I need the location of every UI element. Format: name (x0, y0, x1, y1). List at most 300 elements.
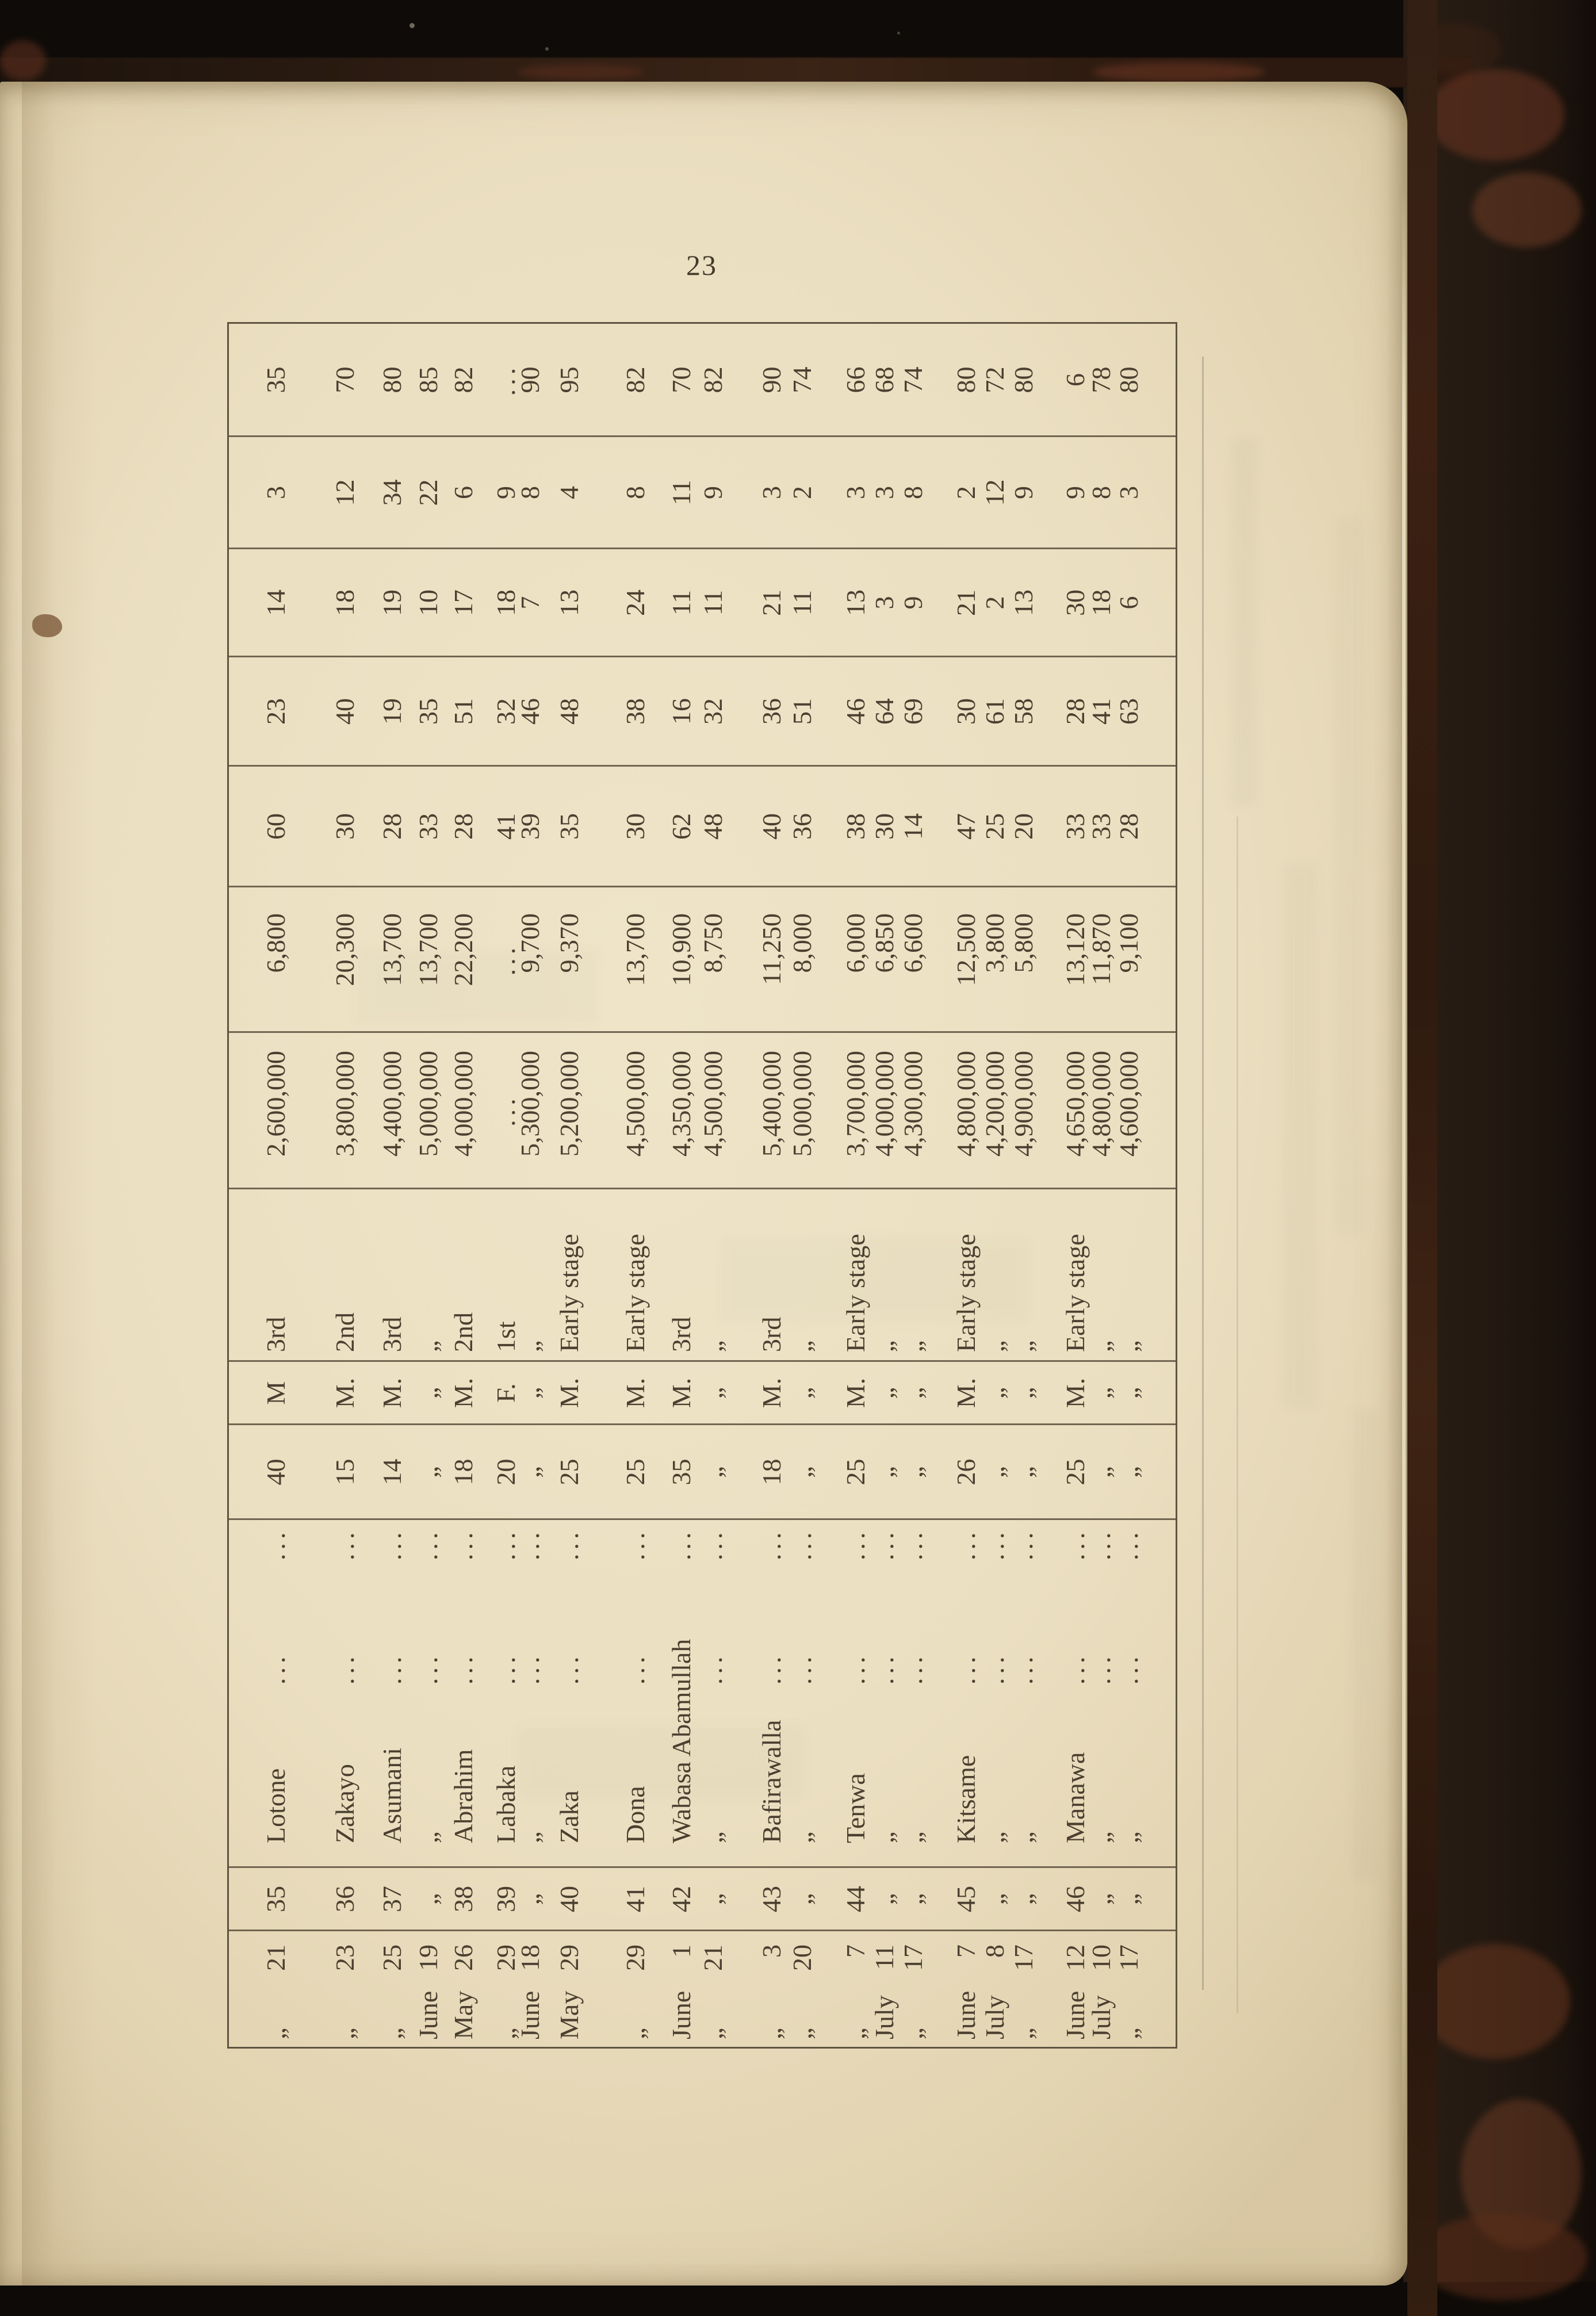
cell-name (665, 1519, 698, 1867)
cell-case-number: „ (515, 1893, 545, 1905)
date-day: 29 (491, 1944, 520, 1971)
cell-value-2: 32 (491, 698, 520, 725)
patient-name: „ (980, 1831, 1009, 1843)
cell-sex: „ (1009, 1387, 1038, 1399)
cell-count-large: 5,200,000 (554, 1051, 584, 1157)
cell-stage: „ (698, 1340, 728, 1352)
cell-value-5: 90 (515, 366, 545, 393)
background-top (0, 0, 1596, 62)
cell-value-3: 18 (491, 589, 520, 616)
date-day: 11 (870, 1944, 899, 1970)
cell-value-5: ... (491, 363, 520, 396)
cell-value-5: 90 (757, 366, 786, 393)
cell-value-4: 2 (787, 486, 817, 499)
date-month: June (951, 1990, 981, 2039)
patient-name: Lotone (261, 1768, 290, 1843)
cell-count-small: 12,500 (951, 913, 981, 986)
marble-pattern (518, 64, 644, 79)
cell-value-1: 33 (414, 813, 443, 840)
cell-value-1: 33 (1061, 813, 1090, 840)
table-row (553, 322, 586, 2049)
patient-name: „ (1114, 1831, 1143, 1843)
leader-dots: ... (757, 1652, 786, 1685)
leader-dots: ... (787, 1528, 817, 1560)
cell-value-4: 9 (491, 486, 520, 499)
cell-age: „ (787, 1466, 817, 1478)
leader-dots: ... (787, 1652, 817, 1685)
cell-stage: 2nd (330, 1312, 359, 1352)
date-month: „ (898, 2027, 928, 2039)
cell-stage: Early stage (951, 1234, 981, 1352)
cell-case-number: „ (870, 1893, 899, 1905)
cell-value-4: 3 (1114, 486, 1143, 499)
cell-value-1: 20 (1009, 813, 1038, 840)
cell-count-large: 4,500,000 (698, 1051, 728, 1157)
date-day: 25 (377, 1944, 407, 1971)
cell-date (447, 1931, 480, 2049)
patient-name: „ (898, 1831, 928, 1843)
cell-age: „ (414, 1466, 443, 1478)
patient-name: Dona (621, 1786, 650, 1843)
cell-value-4: 9 (1009, 486, 1038, 499)
cell-value-1: 47 (951, 813, 981, 840)
patient-name: Labaka (491, 1765, 520, 1843)
cell-age: 15 (330, 1458, 359, 1486)
cell-age: 25 (621, 1458, 650, 1486)
cell-value-2: 16 (667, 698, 696, 725)
cell-sex: M. (621, 1377, 650, 1408)
cell-value-2: 35 (414, 698, 443, 725)
cell-age: 18 (449, 1458, 478, 1486)
cell-value-4: 3 (870, 486, 899, 499)
table-row (412, 322, 445, 2049)
marble-pattern (1426, 69, 1564, 161)
patient-name: Asumani (377, 1747, 407, 1843)
cell-count-small: 20,300 (330, 913, 359, 986)
date-day: 7 (951, 1944, 981, 1958)
cell-age: „ (898, 1466, 928, 1478)
cell-date (376, 1931, 409, 2049)
cell-value-3: 6 (1114, 596, 1143, 610)
cell-value-5: 85 (414, 366, 443, 393)
cell-value-3: 21 (951, 589, 981, 616)
cell-sex: „ (1086, 1387, 1116, 1399)
leader-dots: ... (515, 1652, 545, 1685)
cell-age: 18 (757, 1458, 786, 1486)
cell-value-2: 28 (1061, 698, 1090, 725)
cell-stage: 3rd (757, 1316, 786, 1352)
table-row (619, 322, 652, 2049)
cell-name (412, 1519, 445, 1867)
leader-dots: ... (261, 1528, 290, 1560)
leader-dots: ... (980, 1528, 1009, 1560)
date-day: 18 (515, 1944, 545, 1971)
cell-sex: F. (491, 1383, 520, 1403)
cell-value-1: 30 (330, 813, 359, 840)
cell-value-3: 7 (515, 596, 545, 610)
table-row (1112, 322, 1146, 2049)
cell-value-1: 62 (667, 813, 696, 840)
dust-speck (897, 32, 900, 35)
cell-count-large: 4,650,000 (1061, 1051, 1090, 1157)
leader-dots: ... (414, 1652, 443, 1685)
date-day: 12 (1061, 1944, 1090, 1971)
date-day: 19 (414, 1944, 443, 1971)
page-edge (1402, 184, 1406, 2139)
cell-value-1: 36 (787, 813, 817, 840)
dust-speck (409, 23, 415, 28)
cell-sex: M. (1061, 1377, 1090, 1408)
cell-value-2: 46 (841, 698, 870, 725)
cell-value-2: 46 (515, 698, 545, 725)
cell-stage: 1st (491, 1321, 520, 1352)
cell-name (328, 1519, 362, 1867)
cell-value-2: 32 (698, 698, 728, 725)
cell-value-4: 3 (841, 486, 870, 499)
cell-count-small: 13,120 (1061, 913, 1090, 986)
cell-count-small: 11,250 (757, 913, 786, 985)
cell-sex: „ (414, 1387, 443, 1399)
cell-date (897, 1931, 930, 2049)
cell-date (786, 1931, 819, 2049)
leader-dots: ... (951, 1652, 981, 1685)
cell-stage: „ (414, 1340, 443, 1352)
date-day: 21 (698, 1944, 728, 1971)
date-day: 7 (841, 1944, 870, 1958)
patient-name: „ (1086, 1831, 1116, 1843)
cell-name (696, 1519, 730, 1867)
table-row (696, 322, 730, 2049)
date-day: 1 (667, 1944, 696, 1958)
date-day: 29 (554, 1944, 584, 1971)
cell-count-small: 6,800 (261, 913, 290, 973)
cell-stage: 3rd (667, 1316, 696, 1352)
cell-case-number: 42 (667, 1886, 696, 1912)
cell-count-large: 4,350,000 (667, 1051, 696, 1157)
cell-value-2: 48 (554, 698, 584, 725)
cell-value-3: 10 (414, 589, 443, 616)
cell-value-3: 11 (667, 589, 696, 616)
data-table-rotated (227, 322, 1177, 2049)
marble-pattern (1421, 1944, 1570, 2059)
cell-value-4: 12 (330, 479, 359, 506)
cell-count-large: 4,000,000 (449, 1051, 478, 1157)
leader-dots: ... (1009, 1652, 1038, 1685)
cell-age: 25 (554, 1458, 584, 1486)
date-month: „ (330, 2027, 359, 2039)
leader-dots: ... (1009, 1528, 1038, 1560)
patient-name: Zaka (554, 1790, 584, 1843)
cell-value-4: 9 (1061, 486, 1090, 499)
cell-value-2: 41 (1086, 698, 1116, 725)
cell-sex: M. (449, 1377, 478, 1408)
cell-sex: M. (377, 1377, 407, 1408)
cell-count-small: ... (491, 943, 520, 976)
leader-dots: ... (898, 1528, 928, 1560)
table-row (897, 322, 930, 2049)
leader-dots: ... (1061, 1652, 1090, 1685)
date-month: „ (757, 2027, 786, 2039)
cell-value-3: 11 (698, 589, 728, 616)
cell-sex: „ (980, 1387, 1009, 1399)
cell-name (786, 1519, 819, 1867)
cell-stage: „ (787, 1340, 817, 1352)
bleed-through-rule (1202, 357, 1204, 1990)
cell-name (553, 1519, 586, 1867)
cell-name (376, 1519, 409, 1867)
cell-value-5: 80 (1114, 366, 1143, 393)
cell-case-number: 40 (554, 1886, 584, 1912)
cell-value-4: 8 (898, 486, 928, 499)
date-day: 26 (449, 1944, 478, 1971)
table-row (1007, 322, 1040, 2049)
cell-case-number: 43 (757, 1886, 786, 1912)
cell-value-1: 41 (491, 813, 520, 840)
cell-value-3: 19 (377, 589, 407, 616)
cell-value-3: 18 (330, 589, 359, 616)
patient-name: „ (414, 1831, 443, 1843)
patient-name: Tenwa (841, 1773, 870, 1843)
leader-dots: ... (841, 1528, 870, 1560)
cell-case-number: „ (1114, 1893, 1143, 1905)
cell-age: 25 (841, 1458, 870, 1486)
cell-value-5: 70 (330, 366, 359, 393)
cell-count-large: 4,200,000 (980, 1051, 1009, 1157)
leader-dots: ... (698, 1528, 728, 1560)
cell-stage: 2nd (449, 1312, 478, 1352)
cell-date (619, 1931, 652, 2049)
cell-age: „ (698, 1466, 728, 1478)
cell-value-2: 23 (261, 698, 290, 725)
cell-sex: M (261, 1381, 290, 1405)
cell-case-number: 44 (841, 1886, 870, 1912)
cell-case-number: 35 (261, 1886, 290, 1912)
cell-value-3: 24 (621, 589, 650, 616)
bleed-through-smudge (1352, 1409, 1377, 1881)
table-row (447, 322, 480, 2049)
cell-stage: Early stage (1061, 1234, 1090, 1352)
bleed-through-smudge (1231, 437, 1257, 805)
cell-count-large: 4,800,000 (1086, 1051, 1116, 1157)
cell-stage: „ (515, 1340, 545, 1352)
cell-case-number: „ (698, 1893, 728, 1905)
date-month: June (414, 1990, 443, 2039)
cell-stage: Early stage (841, 1234, 870, 1352)
cell-value-1: 14 (898, 813, 928, 840)
leader-dots: ... (841, 1652, 870, 1685)
leader-dots: ... (870, 1528, 899, 1560)
date-day: 17 (1114, 1944, 1143, 1971)
leader-dots: ... (330, 1652, 359, 1685)
leader-dots: ... (1114, 1652, 1143, 1685)
table-row (376, 322, 409, 2049)
cell-value-1: 28 (377, 813, 407, 840)
cell-case-number: „ (787, 1893, 817, 1905)
cell-value-4: 3 (757, 486, 786, 499)
cell-sex: M. (841, 1377, 870, 1408)
cell-count-small: 10,900 (667, 913, 696, 986)
cell-value-5: 78 (1086, 366, 1116, 393)
date-month: June (1061, 1990, 1090, 2039)
cell-value-1: 39 (515, 813, 545, 840)
cell-age: „ (980, 1466, 1009, 1478)
cell-value-3: 30 (1061, 589, 1090, 616)
cell-case-number: „ (980, 1893, 1009, 1905)
cell-stage: Early stage (554, 1234, 584, 1352)
date-day: 3 (757, 1944, 786, 1958)
cell-value-2: 61 (980, 698, 1009, 725)
marble-pattern (0, 40, 46, 81)
cell-value-2: 69 (898, 698, 928, 725)
leader-dots: ... (554, 1652, 584, 1685)
cell-count-small: 22,200 (449, 913, 478, 986)
cell-value-5: 82 (698, 366, 728, 393)
date-month: „ (1009, 2027, 1038, 2039)
cell-name (514, 1519, 547, 1867)
leader-dots: ... (449, 1528, 478, 1560)
cell-value-3: 17 (449, 589, 478, 616)
bleed-through-smudge (1283, 863, 1317, 1409)
cell-count-small: 9,370 (554, 913, 584, 973)
date-month: „ (621, 2027, 650, 2039)
cell-age: „ (870, 1466, 899, 1478)
patient-name: Zakayo (330, 1764, 359, 1843)
cell-value-4: 22 (414, 479, 443, 506)
cell-value-1: 48 (698, 813, 728, 840)
cell-value-4: 4 (554, 486, 584, 499)
cell-value-3: 18 (1086, 589, 1116, 616)
cell-count-small: 13,700 (377, 913, 407, 986)
cell-sex: M. (554, 1377, 584, 1408)
leader-dots: ... (621, 1652, 650, 1685)
cell-value-3: 3 (870, 596, 899, 610)
cell-value-3: 2 (980, 596, 1009, 610)
patient-name: „ (698, 1831, 728, 1843)
cell-value-3: 14 (261, 589, 290, 616)
table-row (786, 322, 819, 2049)
cell-count-large: 4,400,000 (377, 1051, 407, 1157)
cell-value-5: 66 (841, 366, 870, 393)
cell-value-5: 95 (554, 366, 584, 393)
cell-sex: „ (515, 1387, 545, 1399)
cell-value-1: 28 (449, 813, 478, 840)
cell-value-4: 12 (980, 479, 1009, 506)
cell-value-5: 80 (377, 366, 407, 393)
date-month: July (1086, 1995, 1116, 2039)
cell-age: „ (1086, 1466, 1116, 1478)
cell-stage: „ (1114, 1340, 1143, 1352)
cell-name (619, 1519, 652, 1867)
cell-value-2: 36 (757, 698, 786, 725)
cell-age: 40 (261, 1458, 290, 1486)
cell-count-small: 8,750 (698, 913, 728, 973)
date-month: July (980, 1995, 1009, 2039)
cell-date (755, 1931, 789, 2049)
binding-edge (1407, 0, 1437, 2316)
cell-date (696, 1931, 730, 2049)
bleed-through-smudge (1334, 518, 1363, 1237)
cell-count-large: 4,800,000 (951, 1051, 981, 1157)
date-month: June (667, 1990, 696, 2039)
date-month: „ (698, 2027, 728, 2039)
patient-name: „ (1009, 1831, 1038, 1843)
leader-dots: ... (491, 1652, 520, 1685)
cell-sex: „ (787, 1387, 817, 1399)
cell-count-large: 5,000,000 (787, 1051, 817, 1157)
leader-dots: ... (330, 1528, 359, 1560)
page-crease-shadow (22, 82, 97, 2286)
cell-count-small: 3,800 (980, 913, 1009, 973)
patient-name: „ (787, 1831, 817, 1843)
cell-sex: M. (951, 1377, 981, 1408)
leader-dots: ... (698, 1652, 728, 1685)
cell-value-3: 13 (554, 589, 584, 616)
cell-count-large: 5,000,000 (414, 1051, 443, 1157)
cell-value-5: 6 (1061, 373, 1090, 386)
cell-value-5: 74 (787, 366, 817, 393)
cell-age: „ (1114, 1466, 1143, 1478)
cell-value-2: 64 (870, 698, 899, 725)
leader-dots: ... (449, 1652, 478, 1685)
cell-count-small: 5,800 (1009, 913, 1038, 973)
date-day: 17 (898, 1944, 928, 1971)
cell-name (897, 1519, 930, 1867)
cell-value-5: 82 (449, 366, 478, 393)
marble-pattern (1415, 2214, 1587, 2300)
cell-stage: „ (870, 1340, 899, 1352)
cell-case-number: 41 (621, 1886, 650, 1912)
date-day: 8 (980, 1944, 1009, 1958)
date-day: 17 (1009, 1944, 1038, 1971)
cell-value-2: 63 (1114, 698, 1143, 725)
date-day: 23 (330, 1944, 359, 1971)
cell-value-5: 80 (1009, 366, 1038, 393)
cell-value-2: 51 (787, 698, 817, 725)
cell-count-large: 5,300,000 (515, 1051, 545, 1157)
cell-value-1: 30 (621, 813, 650, 840)
date-month: May (554, 1990, 584, 2039)
cell-count-small: 8,000 (787, 913, 817, 973)
date-month: „ (841, 2027, 870, 2039)
cell-date (259, 1931, 293, 2049)
cell-value-3: 13 (841, 589, 870, 616)
cell-sex: „ (698, 1387, 728, 1399)
cell-date (328, 1931, 362, 2049)
cell-value-1: 60 (261, 813, 290, 840)
cell-stage: „ (980, 1340, 1009, 1352)
cell-value-1: 33 (1086, 813, 1116, 840)
cell-stage: 3rd (377, 1316, 407, 1352)
cell-count-small: 13,700 (621, 913, 650, 986)
cell-count-small: 6,600 (898, 913, 928, 973)
bleed-through-rule (1237, 817, 1238, 2013)
cell-count-large: 4,900,000 (1009, 1051, 1038, 1157)
date-day: 20 (787, 1944, 817, 1971)
cell-value-3: 21 (757, 589, 786, 616)
cell-value-5: 68 (870, 366, 899, 393)
cell-stage: Early stage (621, 1234, 650, 1352)
cell-count-small: 6,850 (870, 913, 899, 973)
patient-name: Manawa (1061, 1752, 1090, 1843)
table-row (328, 322, 362, 2049)
cell-stage: 3rd (261, 1316, 290, 1352)
cell-case-number: „ (1086, 1893, 1116, 1905)
leader-dots: ... (870, 1652, 899, 1685)
date-day: 29 (621, 1944, 650, 1971)
date-month: July (870, 1995, 899, 2039)
cell-date (514, 1931, 547, 2049)
cell-sex: M. (757, 1377, 786, 1408)
